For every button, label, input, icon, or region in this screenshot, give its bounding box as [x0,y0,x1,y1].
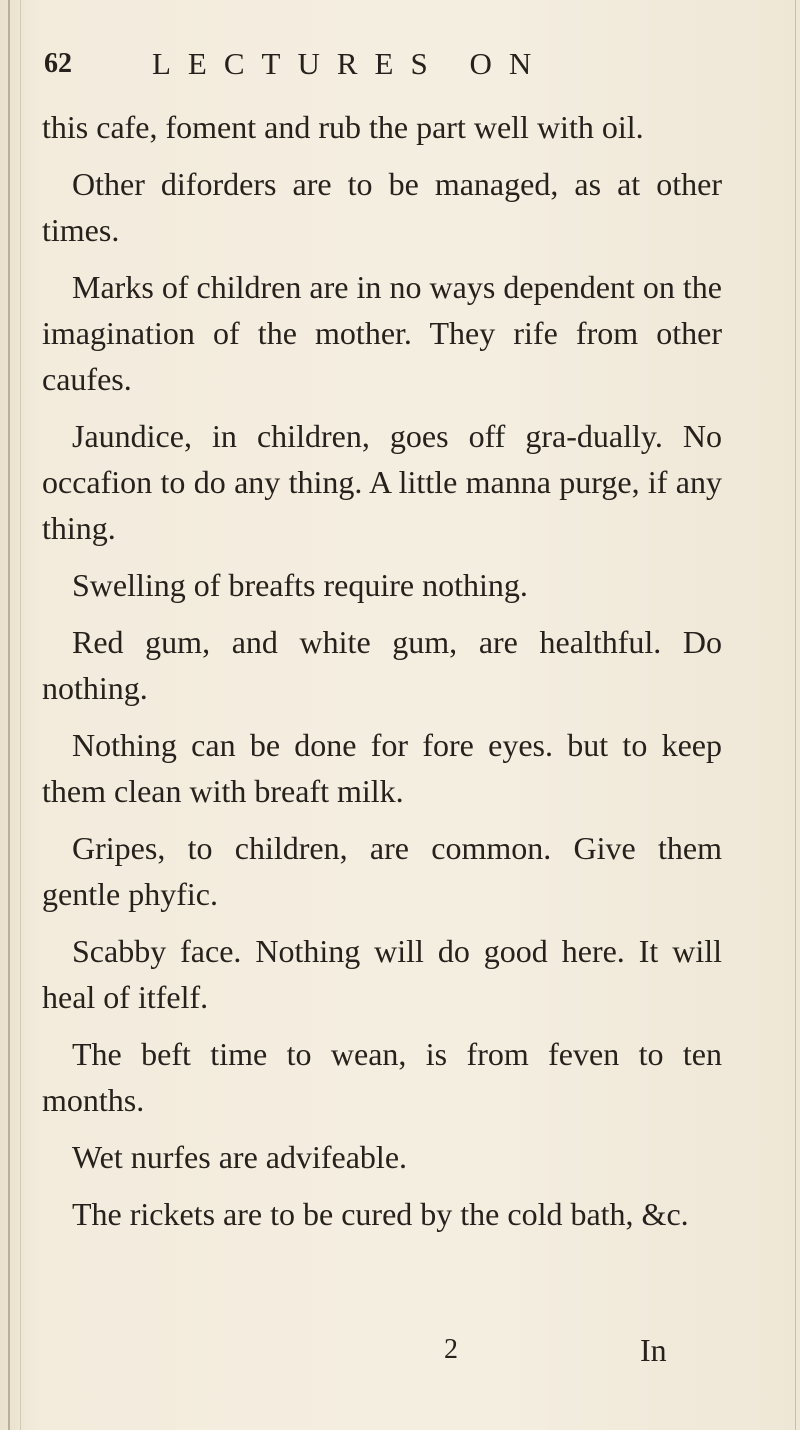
paragraph-marks-of-children: Marks of children are in no ways dependent on the imagination of the mother. They rife from other caufes. [42,269,722,397]
signature-mark: 2 [444,1334,458,1365]
page-spine-edge [8,0,10,1430]
paragraph-weaning: The beft time to wean, is from feven to ten months. [42,1036,722,1118]
paragraph-scabby-face: Scabby face. Nothing will do good here. It will heal of itfelf. [42,933,722,1015]
page-right-edge [795,0,796,1430]
page-body [42,104,722,1248]
page-footer [44,1334,724,1374]
paragraph-sore-eyes: Nothing can be done for fore eyes. but to keep them clean with breaft milk. [42,727,722,809]
page-spine-shadow [20,0,21,1430]
paragraph-jaundice: Jaundice, in children, goes off gra-dually. No occafion to do any thing. A little manna purge, if any thing. [42,418,722,546]
paragraph-rickets: The rickets are to be cured by the cold bath, &c. [72,1196,689,1232]
page-number: 62 [44,48,72,79]
paragraph-wet-nurses: Wet nurfes are advifeable. [72,1139,408,1175]
page-header [44,40,744,90]
paragraph-gripes: Gripes, to children, are common. Give them gentle phyfic. [42,830,722,912]
running-title: LECTURES ON [152,46,549,81]
paragraph-red-gum: Red gum, and white gum, are healthful. Do nothing. [42,624,722,706]
paragraph-swelling-of-breasts: Swelling of breafts require nothing. [72,567,528,603]
catchword: In [640,1332,667,1368]
paragraph-continuation: this cafe, foment and rub the part well with oil. [42,109,644,145]
paragraph-other-disorders: Other diforders are to be managed, as at other times. [42,166,722,248]
